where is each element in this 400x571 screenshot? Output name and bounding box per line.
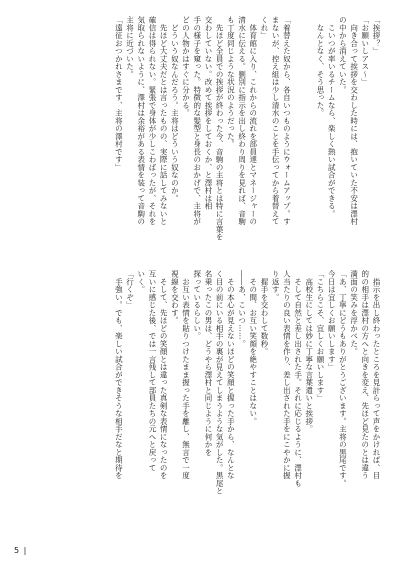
text-line: まないが、控え組は少し清水のことを手伝ってから着替えて [271,16,281,226]
text-line: 満面の笑みを浮かべた。 [349,270,359,356]
text-line: 主将に近づいた。 [125,16,135,78]
text-line: 「行くぞ」 [125,270,135,309]
text-line: 向き合って挨拶を交わした時には、抱いていた不安は澤村 [349,16,359,226]
text-line: く目の前にいる相手の裏が見えてしまうような気がした。黒尾と [215,270,225,495]
text-line: どういう奴なんだろう。主将はどういう奴なのか。 [170,16,180,202]
text-line: 「挨拶？」 [372,16,381,55]
text-line: 互いに感じた後、では一言残して部員たちの元へと戻って [147,270,157,472]
text-line: 「着替えた奴から、各自いつものようにウォームアップ。す [282,16,292,226]
text-line: そして自然と差し出された手。それに応じるように、澤村も [293,270,303,487]
text-line: 確信は得られない。緊張で身体が少しこわばったが、それを [147,16,157,226]
text-line: なんとなく、そう思った。 [315,16,325,117]
text-line: 視線を交わす。 [170,270,180,325]
text-line: こいつが率いるチームなら、楽しく熱い試合ができる。 [327,16,337,218]
upper-text-block [14,16,382,256]
text-line: その本心が見えないほどの笑顔と握った手から、なんとな [226,270,236,480]
text-line: 体育館に入り、これからの流れを部員達とマネージャーの [248,16,258,226]
text-line: 清水に伝える。劉別に指示を出し終わり周りを見れば、音駒 [237,16,247,226]
text-line: そして、先ほどの笑顔とは違った真剣な表情になったのを [159,270,169,480]
text-line: 名乗ったこの男は、どうやら澤村と同じように何かを [203,270,213,456]
text-line: 人当たりの良い表情を作り、差し出された手をにこやかに握 [282,270,292,480]
text-line: 先ほど大丈夫だとは言ったものの、実際に話してみないと [159,16,169,226]
text-line: 先ほど全員での挨拶が終わった今、音駒の主将とは特に言葉を [215,16,225,241]
text-line: 「こちらこそ、宜しくお願いします」 [315,270,325,402]
text-line: 「お願いしアス～」 [360,16,370,86]
text-line: お互い表情を貼りつけたまま握った手を離し、無言で一度 [181,270,191,480]
text-line: 手の様子を窺った。特徴的な髪型と身長のおかげで、主将が [192,16,202,226]
text-line: り返す。 [271,270,281,301]
page-number: 5 | [14,546,28,555]
text-line: 今日は宜しくお願いします」 [327,270,337,371]
text-line: 高校生にしては妙に丁寧な言葉遣いと挨拶。 [304,270,314,433]
text-line [304,16,315,256]
text-line: 探っているらしい。 [192,270,202,340]
text-line: 指示を出し終わったところを見計らって声をかければ、目 [372,270,381,480]
text-line: も丁度同じような状況のようだった。 [226,16,236,148]
text-line: 「あ、丁寧にどうもありがとうございます。主将の黒尾です。 [338,270,348,487]
text-line: くれ」 [259,16,269,40]
text-line: 気取られないように、澤村は余裕がある表情を装って音駒の [136,16,146,226]
text-line: その間、お互い笑顔を絶やすことはない。 [248,270,258,425]
text-line: ――あ、こいつ……。 [237,270,247,348]
text-line: 手強い。でも、楽しい試合ができそうな相手だなと期待を [114,270,124,480]
lower-text-block [14,270,382,528]
text-line: 握手を交わして数秒。 [259,270,269,356]
text-line: 「遠征おつかれさまです、主将の澤村です」 [114,16,124,171]
text-line: 的の相手は澤村の方へと向きを変え、先ほど見たのとは違う [360,270,370,480]
text-line: 交わしていない。改めて挨拶をしておくか、と澤村は相 [203,16,213,210]
text-line: どの人物かはすぐに分かる。 [181,16,191,117]
text-line [292,16,303,256]
text-line: の中から消えていた。 [338,16,348,94]
text-line: いく。 [136,270,146,294]
